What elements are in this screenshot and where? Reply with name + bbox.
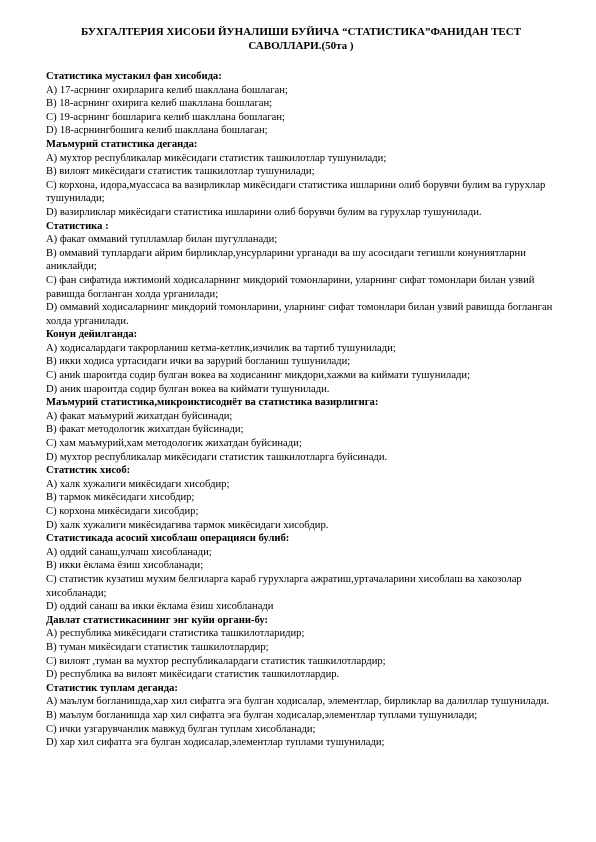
answer-option: В) тармок микёсидаги хисобдир; bbox=[46, 492, 195, 504]
question-text: Конун дейилганда: bbox=[46, 329, 138, 341]
answer-option: D) вазирликлар микёсидаги статистика ишларини олиб борувчи булим ва гурухлар тушунилади. bbox=[46, 206, 482, 218]
answer-option: А) факат оммавий туплламлар билан шугулланади; bbox=[46, 234, 278, 246]
title-line-1: БУХГАЛТЕРИЯ ХИСОБИ ЙУНАЛИШИ БУЙИЧА “СТАТИСТИКА”ФАНИДАН ТЕСТ bbox=[80, 26, 522, 38]
title-line-2: САВОЛЛАРИ.(50та ) bbox=[248, 39, 354, 52]
answer-option: С) хам маъмурий,хам методологик жихатдан буйсинади; bbox=[46, 438, 302, 450]
answer-option: А) маълум богланишда,хар хил сифатга эга булган ходисалар, элементлар, бирликлар ва далиллар тушунилади. bbox=[46, 696, 550, 708]
document-title bbox=[46, 26, 556, 53]
question-text: Статистикада асосий хисоблаш операцияси булиб: bbox=[46, 533, 290, 545]
question-text: Статистик хисоб: bbox=[46, 465, 131, 477]
answer-option: С) ички узгарувчанлик мавжуд булган туплам хисобланади; bbox=[46, 723, 316, 735]
answer-option: В) оммавий туплардаги айрим бирликлар,унсурларини урганади ва шу асосидаги тегишли конуниятларни аниклайди; bbox=[46, 247, 526, 273]
answer-option: А) ходисалардаги такрорланиш кетма-кетлик,изчилик ва тартиб тушунилади; bbox=[46, 342, 396, 354]
answer-option: D) 18-асрнингбошига келиб шакллана бошлаган; bbox=[46, 125, 268, 137]
answer-option: С) вилоят ,туман ва мухтор республикалардаги статистик ташкилотлардир; bbox=[46, 655, 386, 667]
answer-option: В) вилоят микёсидаги статистик ташкилотлар тушунилади; bbox=[46, 166, 315, 178]
document-page bbox=[46, 26, 556, 750]
question-text: Давлат статистикасининг энг куйи органи-бу: bbox=[46, 614, 269, 626]
answer-option: В) икки ходиса уртасидаги ички ва зарурий богланиш тушунилади; bbox=[46, 356, 351, 368]
answer-option: С) корхона микёсидаги хисобдир; bbox=[46, 506, 199, 517]
question-text: Статистика мустакил фан хисобида: bbox=[46, 71, 222, 82]
answer-option: А) оддий санаш,улчаш хисобланади; bbox=[46, 546, 212, 558]
answer-option: С) корхона, идора,муассаса ва вазирликлар микёсидаги статистика ишларини олиб борувчи булим ва гурухлар тушунилади; bbox=[46, 179, 546, 205]
answer-option: D) оддий санаш ва икки ёклама ёзиш хисобланади bbox=[46, 601, 274, 613]
answer-option: В) икки ёклама ёзиш хисобланади; bbox=[46, 560, 204, 572]
answer-option: D) мухтор республикалар микёсидаги статистик ташкилотларга буйсинади. bbox=[46, 451, 388, 463]
answer-option: С) 19-асрнинг бошларига келиб шакллана бошлаган; bbox=[46, 111, 285, 123]
answer-option: В) 18-асрнинг охирига келиб шакллана бошлаган; bbox=[46, 98, 273, 110]
answer-option: D) аник шароитда содир булган вокеа ва киймати тушунилади. bbox=[46, 383, 330, 395]
answer-option: В) маълум богланишда хар хил сифатга эга булган ходисалар,элементлар туплами тушунилади; bbox=[46, 709, 478, 721]
question-list bbox=[46, 70, 556, 750]
answer-option: С) статистик кузатиш мухим белгиларга караб гурухларга ажратиш,уртачаларини хисоблаш ва хакозолар хисобланади; bbox=[46, 573, 522, 599]
question-text: Статистика : bbox=[46, 220, 109, 232]
answer-option: А) халк хужалиги микёсидаги хисобдир; bbox=[46, 478, 230, 490]
answer-option: А) факат маъмурий жихатдан буйсинади; bbox=[46, 410, 233, 422]
question-text: Маъмурий статистика деганда: bbox=[46, 138, 198, 150]
answer-option: А) республика микёсидаги статистика ташкилотларидир; bbox=[46, 628, 305, 640]
answer-option: А) мухтор республикалар микёсидаги статистик ташкилотлар тушунилади; bbox=[46, 152, 387, 164]
answer-option: D) халк хужалиги микёсидагива тармок микёсидаги хисобдир. bbox=[46, 519, 329, 531]
answer-option: В) туман микёсидаги статистик ташкилотлардир; bbox=[46, 641, 269, 653]
answer-option: D) республика ва вилоят микёсидаги статистик ташкилотлардир. bbox=[46, 669, 340, 681]
answer-option: С) аниk шароитда содир булган вокеа ва ходисанинг микдори,хажми ва киймати тушунилади; bbox=[46, 370, 471, 382]
answer-option: D) хар хил сифатга эга булган ходисалар,элементлар туплами тушунилади; bbox=[46, 737, 385, 749]
answer-option: D) оммавий ходисаларнинг микдорий томонларини, уларнинг сифат томонлари билан узвий равишда богланган холда урганилади. bbox=[46, 302, 553, 327]
question-text: Статистик туплам деганда: bbox=[46, 682, 178, 694]
answer-option: А) 17-асрнинг охирларига келиб шаклланa бошлаган; bbox=[46, 84, 288, 96]
answer-option: В) факат методологик жихатдан буйсинади; bbox=[46, 424, 244, 436]
answer-option: С) фан сифатида ижтимоий ходисаларнинг микдорий томонларини, уларнинг сифат томонлари билан узвий равишда богланган холда урганилади; bbox=[46, 274, 535, 300]
question-text: Маъмурий статистика,микроиктисодиёт ва статистика вазирлигига: bbox=[46, 397, 379, 409]
